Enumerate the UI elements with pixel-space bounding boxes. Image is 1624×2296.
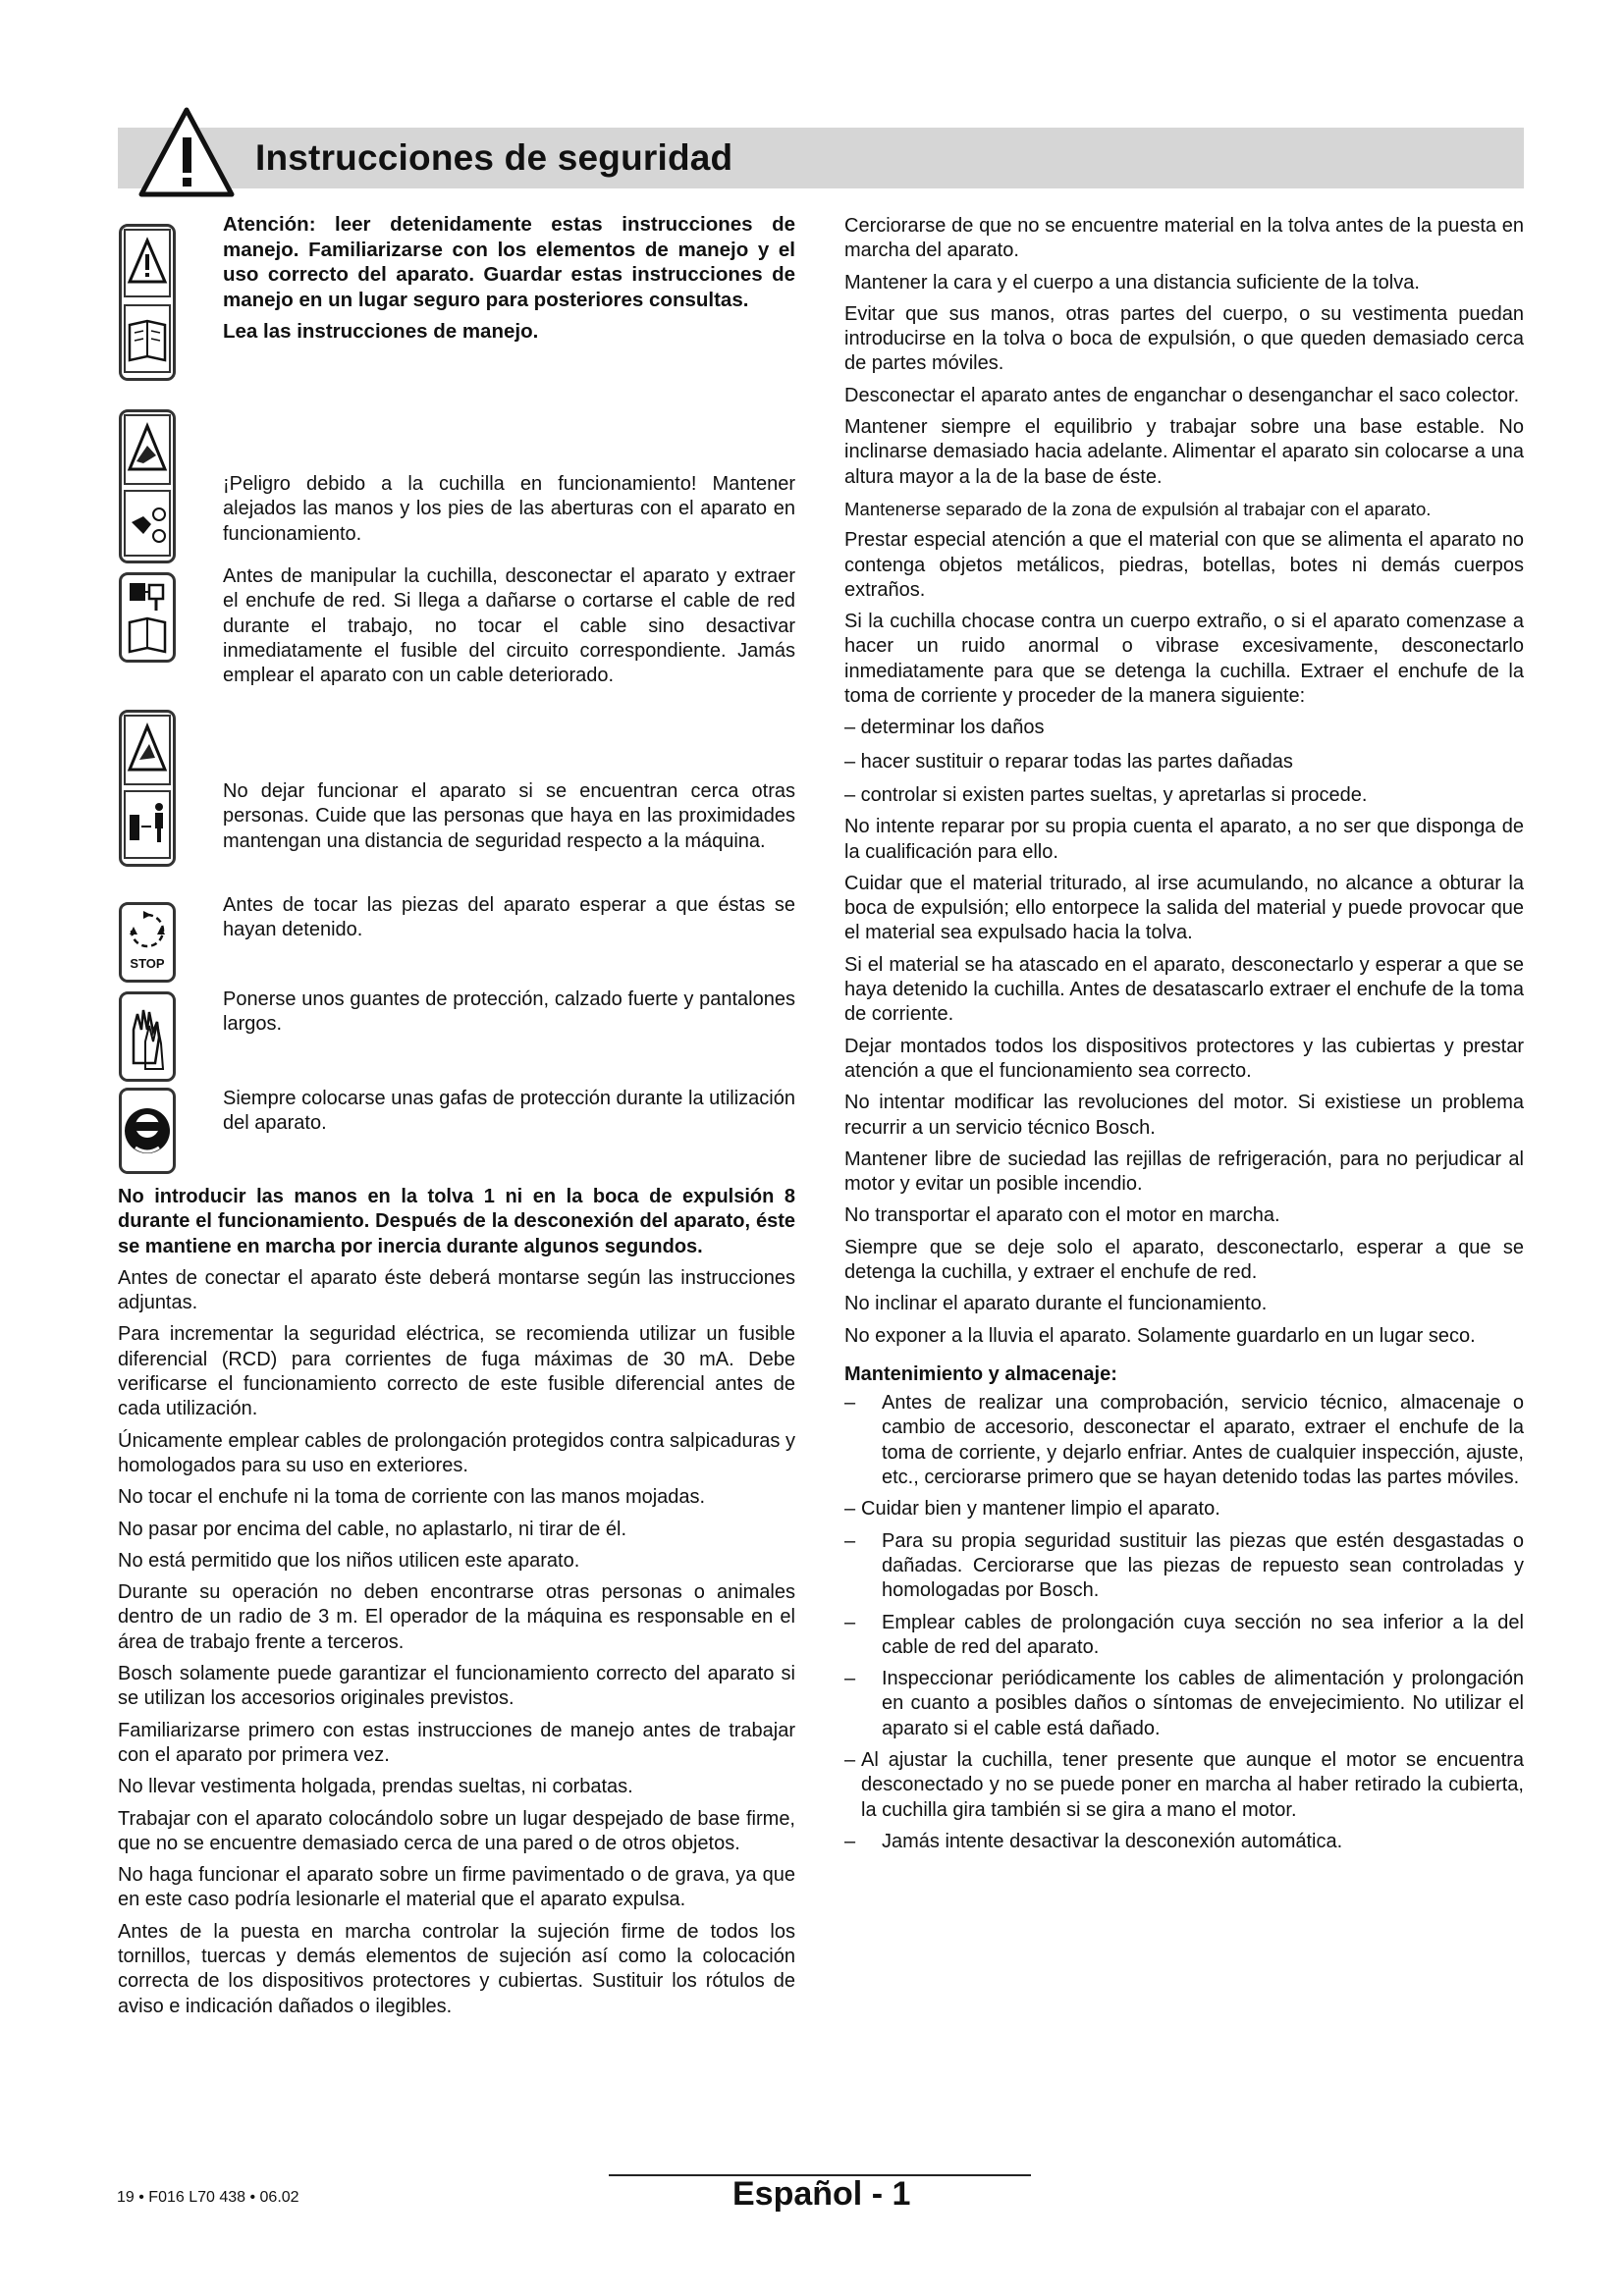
right-paragraph: Si el material se ha atascado en el aparato, desconectarlo y esperar a que se haya detenido la cuchilla. Antes de desatascarlo extraer el enchufe de la toma de corriente. [844, 953, 1524, 1026]
maintenance-dash: – [844, 1830, 856, 1852]
unplug-cable-icon [122, 575, 173, 660]
right-paragraph: Dejar montados todos los dispositivos protectores y las cubiertas y prestar atención a que el funcionamiento sea correcto. [844, 1035, 1524, 1082]
right-paragraph: No intentar modificar las revoluciones del motor. Si existiese un problema recurrir a un servicio técnico Bosch. [844, 1092, 1524, 1139]
maintenance-text: Al ajustar la cuchilla, tener presente que aunque el motor se encuentra desconectado y no se puede poner en marcha al haber retirado la cubierta, la cuchilla gira también si se gira a mano el motor. [861, 1749, 1524, 1821]
maintenance-item [844, 1391, 1524, 1490]
page-label: Español - 1 [732, 2175, 911, 2213]
stop-icon-box [119, 902, 176, 983]
right-paragraph: No exponer a la lluvia el aparato. Solamente guardarlo en un lugar seco. [844, 1324, 1476, 1347]
blade-handling-block [223, 564, 795, 695]
goggles-block [223, 1087, 795, 1144]
keep-distance-icon [122, 713, 173, 864]
attention-block [223, 212, 795, 351]
attention-manual-icon-box [119, 224, 176, 381]
persons-block [223, 779, 795, 861]
maintenance-heading: Mantenimiento y almacenaje: [844, 1362, 1117, 1385]
maintenance-text: Para su propia seguridad sustituir las piezas que estén desgastadas o dañadas. Cerciorarse que las piezas de repuesto sean controladas y homologadas por Bosch. [882, 1529, 1524, 1602]
gloves-block [223, 988, 795, 1044]
safety-paragraph: Antes de conectar el aparato éste deberá montarse según las instrucciones adjuntas. [118, 1266, 795, 1314]
safety-paragraph: Únicamente emplear cables de prolongación protegidos contra salpicaduras y homologados para su uso en exteriores. [118, 1429, 795, 1476]
right-paragraph: Mantener siempre el equilibrio y trabajar sobre una base estable. No inclinarse demasiado hacia adelante. Alimentar el aparato sin colocarse a una altura mayor a la de la base de éste. [844, 416, 1524, 488]
wait-stop-block [223, 893, 795, 950]
safety-paragraph: No está permitido que los niños utilicen este aparato. [118, 1549, 580, 1572]
keep-distance-icon-box [119, 710, 176, 867]
stop-label: STOP [130, 956, 165, 971]
right-paragraph: No intente reparar por su propia cuenta el aparato, a no ser que disponga de la cualificación para ello. [844, 816, 1524, 863]
attention-text: Atención: leer detenidamente estas instrucciones de manejo. Familiarizarse con los elementos de manejo y el uso correcto del aparato. Guardar estas instrucciones de manejo en un lugar seguro para posteriores consultas. [223, 213, 795, 311]
safety-paragraph: Familiarizarse primero con estas instrucciones de manejo antes de trabajar con el aparato por primera vez. [118, 1719, 795, 1766]
goggles-text: Siempre colocarse unas gafas de protección durante la utilización del aparato. [223, 1088, 795, 1135]
safety-paragraph: No haga funcionar el aparato sobre un firme pavimentado o de grava, ya que en este caso podría lesionarle el material que el aparato expulsa. [118, 1864, 795, 1911]
right-paragraph: No inclinar el aparato durante el funcionamiento. [844, 1293, 1268, 1315]
maintenance-item [844, 1497, 1524, 1522]
safety-paragraph: Trabajar con el aparato colocándolo sobre un lugar despejado de base firme, que no se encuentre demasiado cerca de una pared o de otros objetos. [118, 1807, 795, 1854]
step-item: – hacer sustituir o reparar todas las partes dañadas [844, 750, 1293, 773]
maintenance-text: Cuidar bien y mantener limpio el aparato. [861, 1498, 1220, 1521]
maintenance-item [844, 1830, 1524, 1854]
safety-paragraph: Durante su operación no deben encontrarse otras personas o animales dentro de un radio de 3 m. El operador de la máquina es responsable en el área de trabajo frente a terceros. [118, 1581, 795, 1653]
gloves-text: Ponerse unos guantes de protección, calzado fuerte y pantalones largos. [223, 988, 795, 1036]
step-item: – determinar los daños [844, 717, 1045, 739]
right-paragraph: Mantener la cara y el cuerpo a una distancia suficiente de la tolva. [844, 271, 1420, 294]
right-paragraph: Mantenerse separado de la zona de expulsión al trabajar con el aparato. [844, 498, 1432, 519]
right-paragraph: No transportar el aparato con el motor en marcha. [844, 1204, 1280, 1227]
safety-paragraph: Para incrementar la seguridad eléctrica, se recomienda utilizar un fusible diferencial (RCD) para corrientes de fuga máximas de 30 mA. Debe verificarse el funcionamiento correcto de este fusible diferencial antes de cada utilización. [118, 1323, 795, 1420]
page-title: Instrucciones de seguridad [255, 137, 733, 178]
gloves-icon-box [119, 991, 176, 1082]
right-paragraph: Siempre que se deje solo el aparato, desconectarlo, esperar a que se detenga la cuchilla, y extraer el enchufe de red. [844, 1236, 1524, 1283]
maintenance-text: Inspeccionar periódicamente los cables de alimentación y prolongación en cuanto a posibles daños o síntomas de envejecimiento. No utilizar el aparato si el cable está dañado. [882, 1668, 1524, 1739]
maintenance-item [844, 1611, 1524, 1661]
hopper-warning-text: No introducir las manos en la tolva 1 ni en la boca de expulsión 8 durante el funcionamiento. Después de la desconexión del aparato, éste se mantiene en marcha por inercia durante algunos segundos. [118, 1186, 795, 1257]
right-paragraph: Cuidar que el material triturado, al irse acumulando, no alcance a obturar la boca de expulsión; ello entorpece la salida del material y puede provocar que el material sea expulsado hacia la tolva. [844, 872, 1524, 944]
right-column [844, 214, 1524, 1861]
unplug-icon-box [119, 572, 176, 663]
read-manual-text: Lea las instrucciones de manejo. [223, 320, 539, 343]
wait-stop-icon [122, 905, 173, 960]
right-paragraph: Evitar que sus manos, otras partes del cuerpo, o su vestimenta puedan introducirse en la tolva o boca de expulsión, o que queden demasiado cerca de partes móviles. [844, 302, 1524, 375]
goggles-icon-box [119, 1088, 176, 1174]
blade-danger-text: ¡Peligro debido a la cuchilla en funcionamiento! Mantener alejados las manos y los pies de las aberturas con el aparato en funcionamiento. [223, 473, 795, 545]
safety-paragraph: No tocar el enchufe ni la toma de corriente con las manos mojadas. [118, 1486, 706, 1509]
maintenance-dash: – [844, 1498, 856, 1521]
safety-paragraph: Bosch solamente puede garantizar el funcionamiento correcto del aparato si se utilizan los accesorios originales previstos. [118, 1663, 795, 1710]
maintenance-item [844, 1667, 1524, 1741]
blade-danger-block [223, 472, 795, 554]
right-paragraph: Cerciorarse de que no se encuentre material en la tolva antes de la puesta en marcha del aparato. [844, 215, 1524, 262]
maintenance-text: Emplear cables de prolongación cuya sección no sea inferior a la del cable de red del aparato. [882, 1611, 1524, 1658]
document-reference: 19 • F016 L70 438 • 06.02 [117, 2189, 299, 2206]
safety-paragraph: No llevar vestimenta holgada, prendas sueltas, ni corbatas. [118, 1776, 633, 1798]
maintenance-dash: – [844, 1668, 856, 1690]
protective-gloves-icon [122, 994, 173, 1079]
maintenance-dash: – [844, 1611, 856, 1633]
maintenance-text: Jamás intente desactivar la desconexión automática. [882, 1830, 1343, 1852]
right-paragraph: Si la cuchilla chocase contra un cuerpo extraño, o si el aparato comenzase a hacer un ruido anormal o vibrase excesivamente, desconectarlo inmediatamente para que se detenga la cuchilla. Extraer el enchufe de la toma de corriente y proceder de la manera siguiente: [844, 611, 1524, 708]
persons-text: No dejar funcionar el aparato si se encuentran cerca otras personas. Cuide que las personas que haya en las proximidades mantengan una distancia de seguridad respecto a la máquina. [223, 780, 795, 852]
left-bottom-section [118, 1185, 795, 2026]
blade-handling-text: Antes de manipular la cuchilla, desconectar el aparato y extraer el enchufe de red. Si llega a dañarse o cortarse el cable de red durante el trabajo, no tocar el cable sino desactivar inmediatamente el fusible del circuito correspondiente. Jamás emplear el aparato con un cable deteriorado. [223, 565, 795, 687]
safety-paragraph: No pasar por encima del cable, no aplastarlo, ni tirar de él. [118, 1518, 627, 1540]
step-item: – controlar si existen partes sueltas, y apretarlas si procede. [844, 783, 1368, 806]
wait-stop-text: Antes de tocar las piezas del aparato esperar a que éstas se hayan detenido. [223, 894, 795, 941]
warning-book-icon [122, 227, 173, 378]
safety-goggles-icon [122, 1091, 173, 1171]
maintenance-item [844, 1529, 1524, 1604]
right-paragraph: Mantener libre de suciedad las rejillas de refrigeración, para no perjudicar al motor y evitar un posible incendio. [844, 1148, 1524, 1196]
safety-paragraph: Antes de la puesta en marcha controlar la sujeción firme de todos los tornillos, tuercas y demás elementos de sujeción así como la colocación correcta de los dispositivos protectores y cubiertas. Sustituir los rótulos de aviso e indicación dañados o ilegibles. [118, 1920, 795, 2017]
maintenance-item [844, 1748, 1524, 1823]
blade-danger-icon-box [119, 409, 176, 563]
rotating-blade-icon [122, 412, 173, 561]
maintenance-dash: – [844, 1392, 856, 1415]
right-paragraph: Prestar especial atención a que el material con que se alimenta el aparato no contenga objetos metálicos, piedras, botellas, botes ni demás cuerpos extraños. [844, 529, 1524, 601]
right-paragraph: Desconectar el aparato antes de enganchar o desenganchar el saco colector. [844, 384, 1520, 406]
maintenance-dash: – [844, 1529, 856, 1552]
maintenance-text: Antes de realizar una comprobación, servicio técnico, almacenaje o cambio de accesorio, desconectar el aparato, extraer el enchufe de la toma de corriente, y dejarlo enfriar. Antes de cualquier inspección, ajuste, etc., cerciorarse primero que se hayan detenido todas las partes móviles. [882, 1392, 1524, 1489]
warning-triangle-icon [137, 106, 236, 200]
maintenance-dash: – [844, 1749, 856, 1772]
